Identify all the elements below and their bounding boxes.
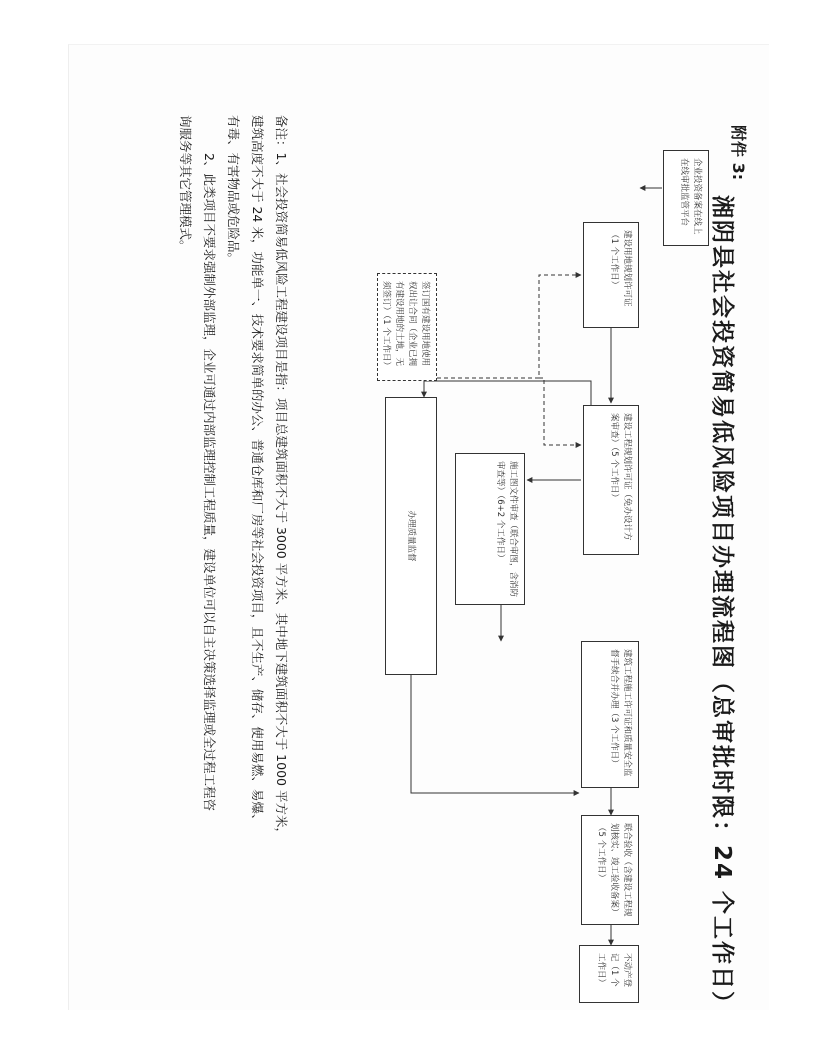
document-sheet	[68, 44, 769, 1017]
note-2-continued: 询服务等其它管理模式。	[178, 115, 193, 253]
document-title: 湘阴县社会投资简易低风险项目办理流程图（总审批时限：24 个工作日）	[709, 195, 735, 1017]
note-1-continued-2: 有毒、有害物品或危险品。	[226, 115, 241, 266]
note-2: 2、此类项目不要求强制外部监理，企业可通过内部监理控制工程质量，建设单位可以自主决策选择监理或全过程工程咨	[202, 153, 217, 811]
step-drawing-review: 施工图文件审查（联合审图，含消防审查等）（6+2 个工作日）	[455, 453, 525, 605]
step-land-permit: 建设用地规划许可证（1 个工作日）	[583, 222, 639, 328]
step-registration: 不动产登记（1 个工作日）	[579, 945, 639, 1003]
note-1-continued: 建筑高度不大于 24 米，功能单一、技术要求简单的办公、普通仓库和厂房等社会投资项目，且不生产、储存、使用易燃、易爆、	[250, 115, 265, 827]
note-1: 备注：1、社会投资简易低风险工程建设项目是指：项目总建筑面积不大于 3000 平方米、其中地下建筑面积不大于 1000 平方米，	[274, 115, 289, 840]
step-construction-permit: 建筑工程施工许可证和质量安全监督手续合并办理（3 个工作日）	[581, 641, 639, 788]
step-joint-acceptance: 联合验收（含建设工程规划核实、竣工验收备案）（5 个工作日）	[581, 815, 639, 925]
arrow-quality-to-acceptance	[411, 675, 579, 793]
attachment-label: 附件 3:	[729, 125, 748, 181]
arrow-land-contract-to-planning	[539, 378, 581, 445]
rotated-document-content	[69, 45, 769, 1017]
step-record: 企业投资备案在线上在线审批监管平台	[663, 150, 709, 246]
step-planning-permit: 建设工程规划许可证（免办设计方案审查）（5 个工作日）	[583, 405, 639, 555]
arrow-planning-to-quality	[424, 381, 591, 405]
step-land-contract: 签订国有建设用地使用权出让合同（企业已拥有建设用地的土地，无须签订）（1 个工作日）	[377, 273, 437, 381]
step-quality-supervision: 办理质量监督	[385, 397, 437, 675]
arrow-land-contract-to-land-permit	[437, 275, 581, 378]
